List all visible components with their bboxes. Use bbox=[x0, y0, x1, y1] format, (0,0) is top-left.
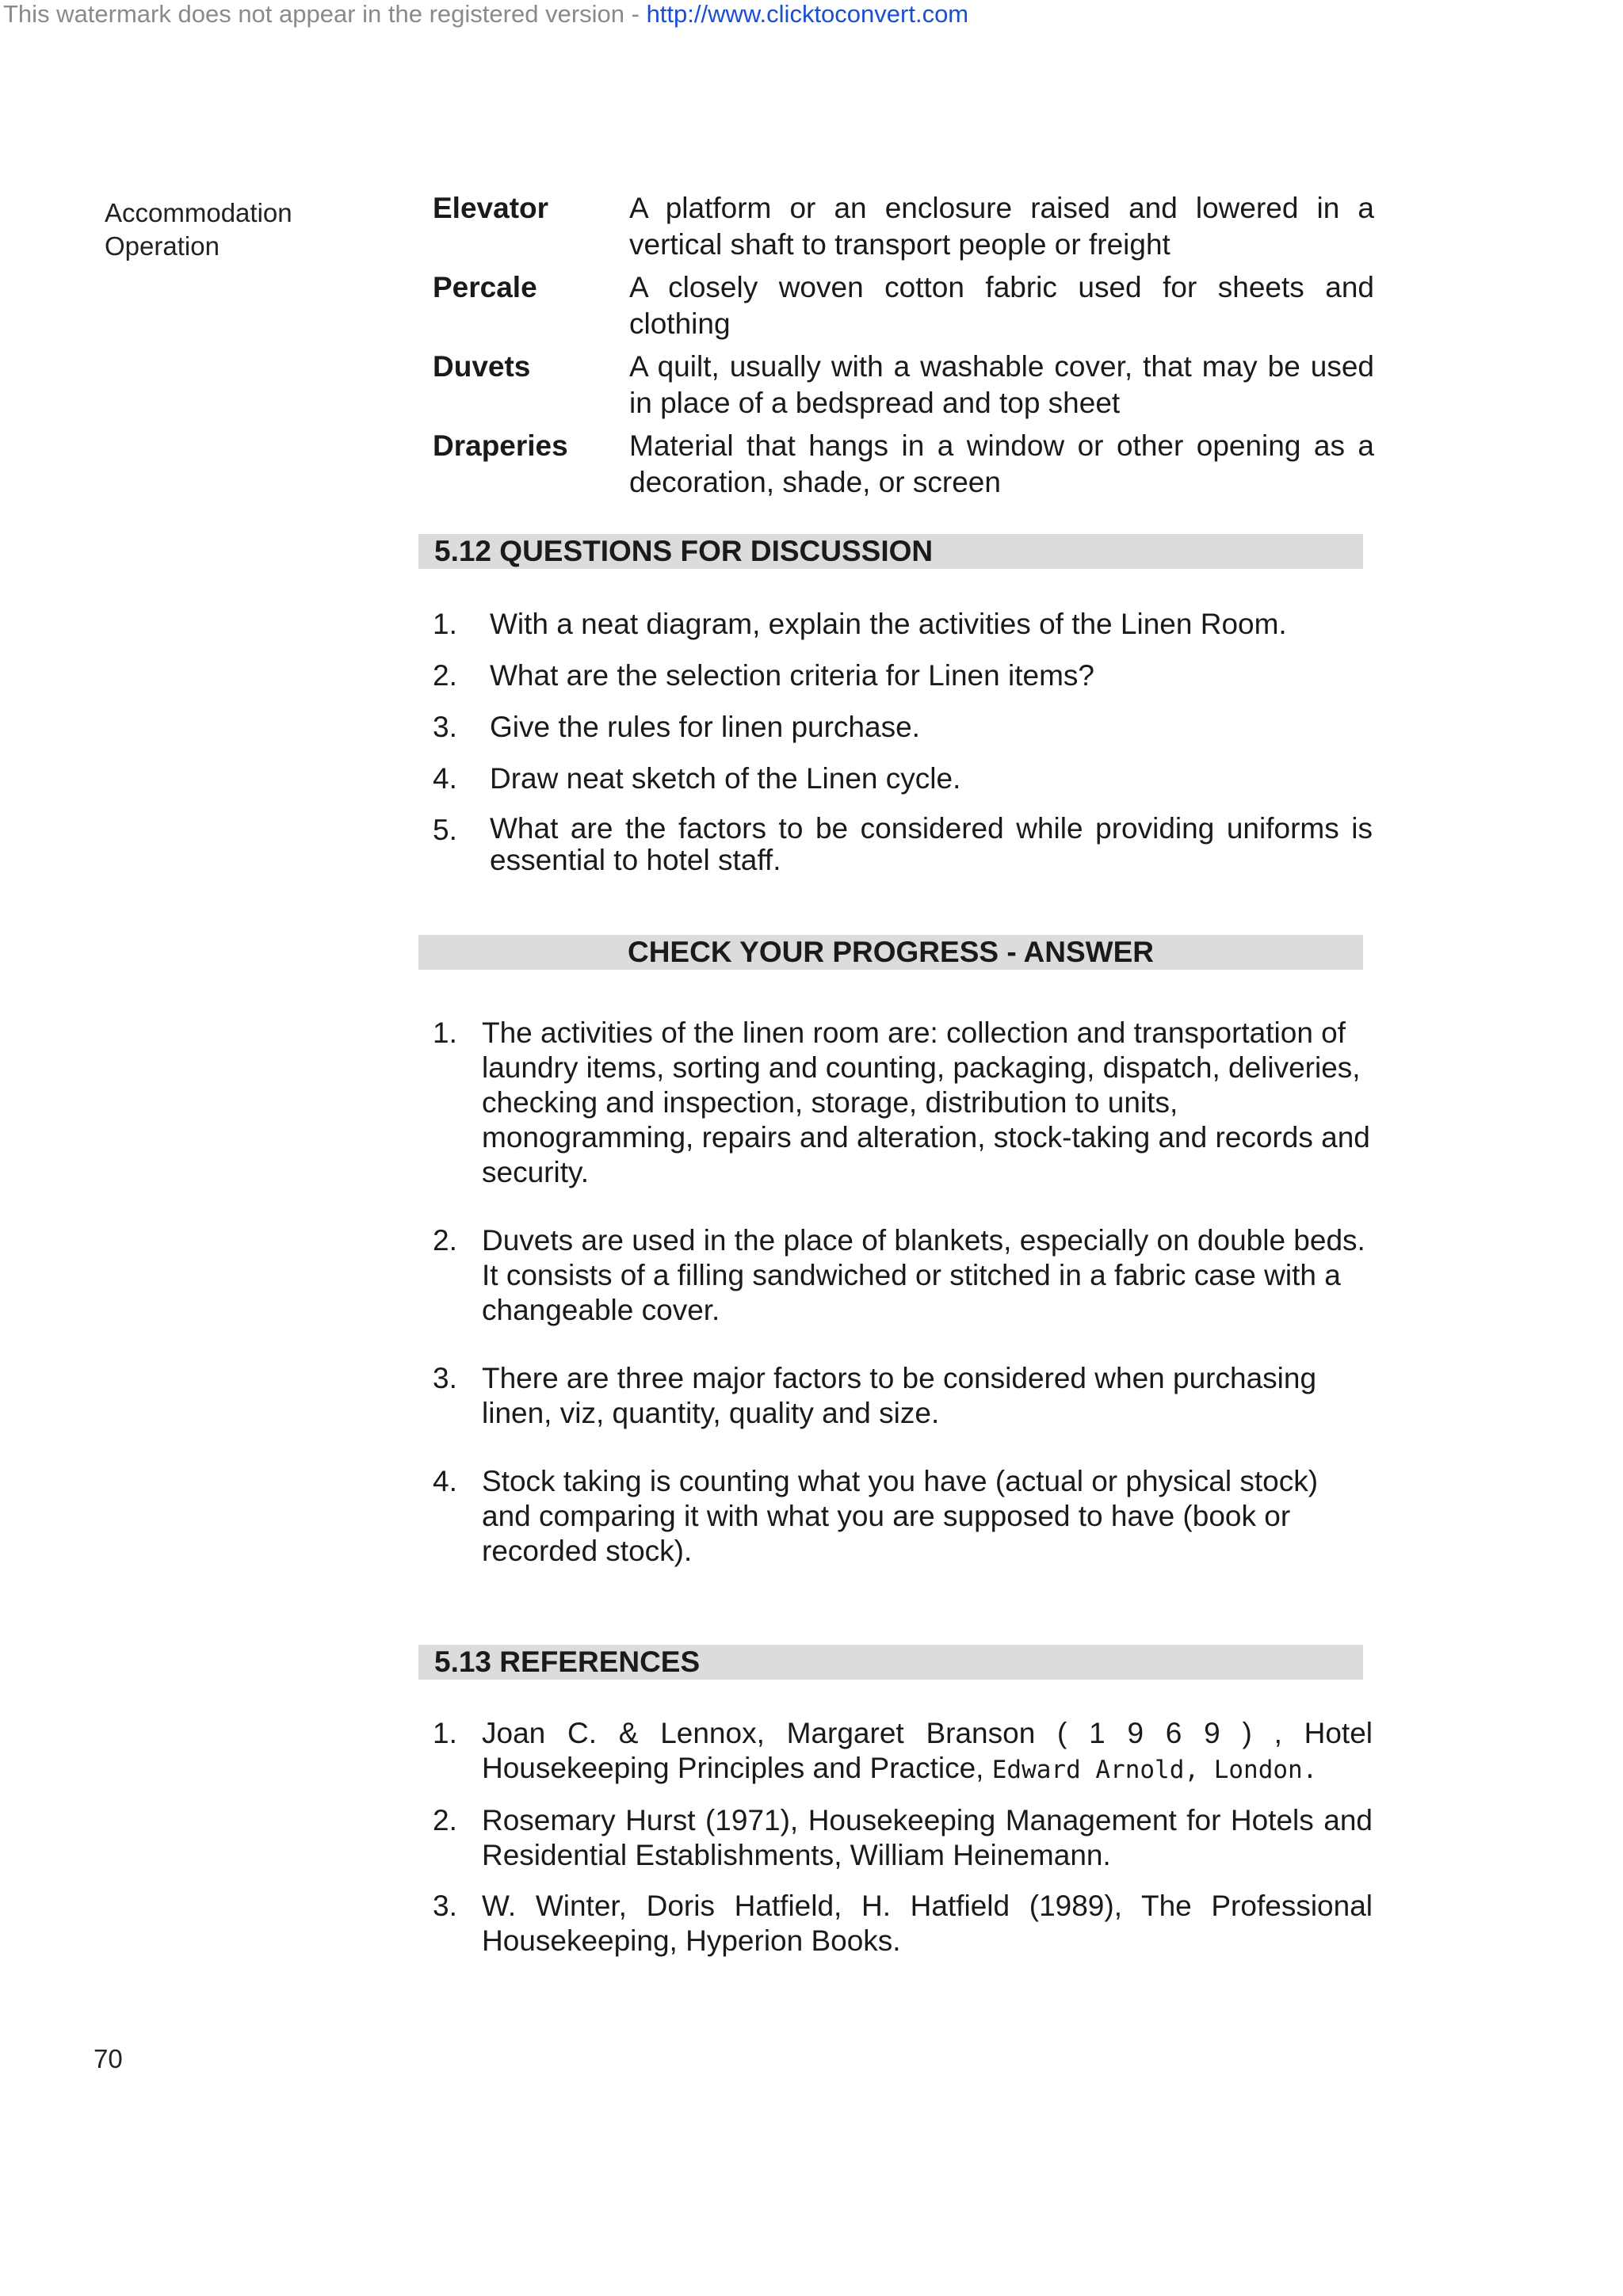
watermark-text: This watermark does not appear in the registered version - bbox=[3, 0, 647, 28]
questions-heading: 5.12 QUESTIONS FOR DISCUSSION bbox=[418, 534, 1363, 569]
glossary-term: Draperies bbox=[433, 429, 568, 462]
answers-heading: CHECK YOUR PROGRESS - ANSWER bbox=[418, 935, 1363, 970]
item-text: Duvets are used in the place of blankets, especially on double beds. It consists of a filling sandwiched or stitched in a fabric case with a changeable cover. bbox=[482, 1224, 1365, 1326]
item-number: 4. bbox=[433, 1465, 457, 1497]
item-number: 5. bbox=[433, 814, 457, 846]
item-number: 2. bbox=[433, 1804, 457, 1836]
reference-text: Joan C. & Lennox, Margaret Branson ( 1 9 6 9 ) , Hotel Housekeeping Principles and Practice, bbox=[482, 1717, 1373, 1784]
list-item bbox=[433, 761, 1373, 796]
item-text: Draw neat sketch of the Linen cycle. bbox=[490, 762, 961, 795]
reference-publisher: Edward Arnold, London. bbox=[991, 1756, 1318, 1784]
glossary-term: Percale bbox=[433, 271, 537, 303]
side-label-line-2: Operation bbox=[105, 231, 220, 261]
questions-list bbox=[433, 607, 1373, 876]
list-item bbox=[433, 1016, 1373, 1190]
item-text: Give the rules for linen purchase. bbox=[490, 711, 920, 743]
references-list bbox=[433, 1716, 1373, 1958]
item-text: The activities of the linen room are: collection and transportation of laundry items, sorting and counting, packaging, dispatch, deliveries, checking and inspection, storage, distribution to units, monogramming, repairs and alteration, stock-taking and records and security. bbox=[482, 1016, 1370, 1188]
glossary-row bbox=[433, 190, 1374, 263]
item-number: 4. bbox=[433, 762, 457, 795]
item-text: Stock taking is counting what you have (actual or physical stock) and comparing it with what you are supposed to have (book or recorded stock). bbox=[482, 1465, 1319, 1567]
glossary-definition: A closely woven cotton fabric used for sheets and clothing bbox=[629, 271, 1374, 340]
list-item bbox=[433, 1716, 1373, 1787]
glossary-definition: A platform or an enclosure raised and lowered in a vertical shaft to transport people or freight bbox=[629, 192, 1374, 261]
list-item bbox=[433, 1223, 1373, 1328]
list-item bbox=[433, 1464, 1373, 1569]
watermark-link[interactable]: http://www.clicktoconvert.com bbox=[646, 0, 969, 28]
item-number: 3. bbox=[433, 1362, 457, 1394]
watermark bbox=[3, 0, 968, 29]
list-item bbox=[433, 1803, 1373, 1873]
item-text: W. Winter, Doris Hatfield, H. Hatfield (1989), The Professional Housekeeping, Hyperion Books. bbox=[482, 1890, 1373, 1957]
item-number: 2. bbox=[433, 659, 457, 692]
item-text: With a neat diagram, explain the activities of the Linen Room. bbox=[490, 608, 1287, 640]
glossary-row bbox=[433, 269, 1374, 342]
list-item bbox=[433, 813, 1373, 876]
item-text: Rosemary Hurst (1971), Housekeeping Management for Hotels and Residential Establishments, William Heinemann. bbox=[482, 1804, 1373, 1871]
page-number: 70 bbox=[94, 2044, 123, 2073]
item-number: 1. bbox=[433, 1016, 457, 1049]
item-number: 2. bbox=[433, 1224, 457, 1257]
glossary-row bbox=[433, 428, 1374, 501]
list-item bbox=[433, 710, 1373, 745]
glossary bbox=[433, 190, 1374, 507]
item-number: 3. bbox=[433, 1890, 457, 1922]
item-text: What are the factors to be considered while providing uniforms is essential to hotel staff. bbox=[490, 812, 1373, 876]
glossary-definition: Material that hangs in a window or other opening as a decoration, shade, or screen bbox=[629, 429, 1374, 498]
item-number: 1. bbox=[433, 608, 457, 640]
list-item bbox=[433, 658, 1373, 693]
answers-list bbox=[433, 1016, 1373, 1569]
item-text: What are the selection criteria for Linen items? bbox=[490, 659, 1094, 692]
side-label bbox=[105, 196, 292, 263]
glossary-term: Elevator bbox=[433, 192, 549, 224]
glossary-definition: A quilt, usually with a washable cover, that may be used in place of a bedspread and top sheet bbox=[629, 350, 1374, 419]
item-number: 3. bbox=[433, 711, 457, 743]
item-text bbox=[482, 1716, 1373, 1787]
list-item bbox=[433, 1889, 1373, 1958]
list-item bbox=[433, 607, 1373, 642]
side-label-line-1: Accommodation bbox=[105, 198, 292, 227]
glossary-term: Duvets bbox=[433, 350, 531, 383]
item-text: There are three major factors to be considered when purchasing linen, viz, quantity, quality and size. bbox=[482, 1362, 1317, 1429]
list-item bbox=[433, 1361, 1373, 1431]
glossary-row bbox=[433, 349, 1374, 421]
item-number: 1. bbox=[433, 1717, 457, 1749]
references-heading: 5.13 REFERENCES bbox=[418, 1645, 1363, 1680]
